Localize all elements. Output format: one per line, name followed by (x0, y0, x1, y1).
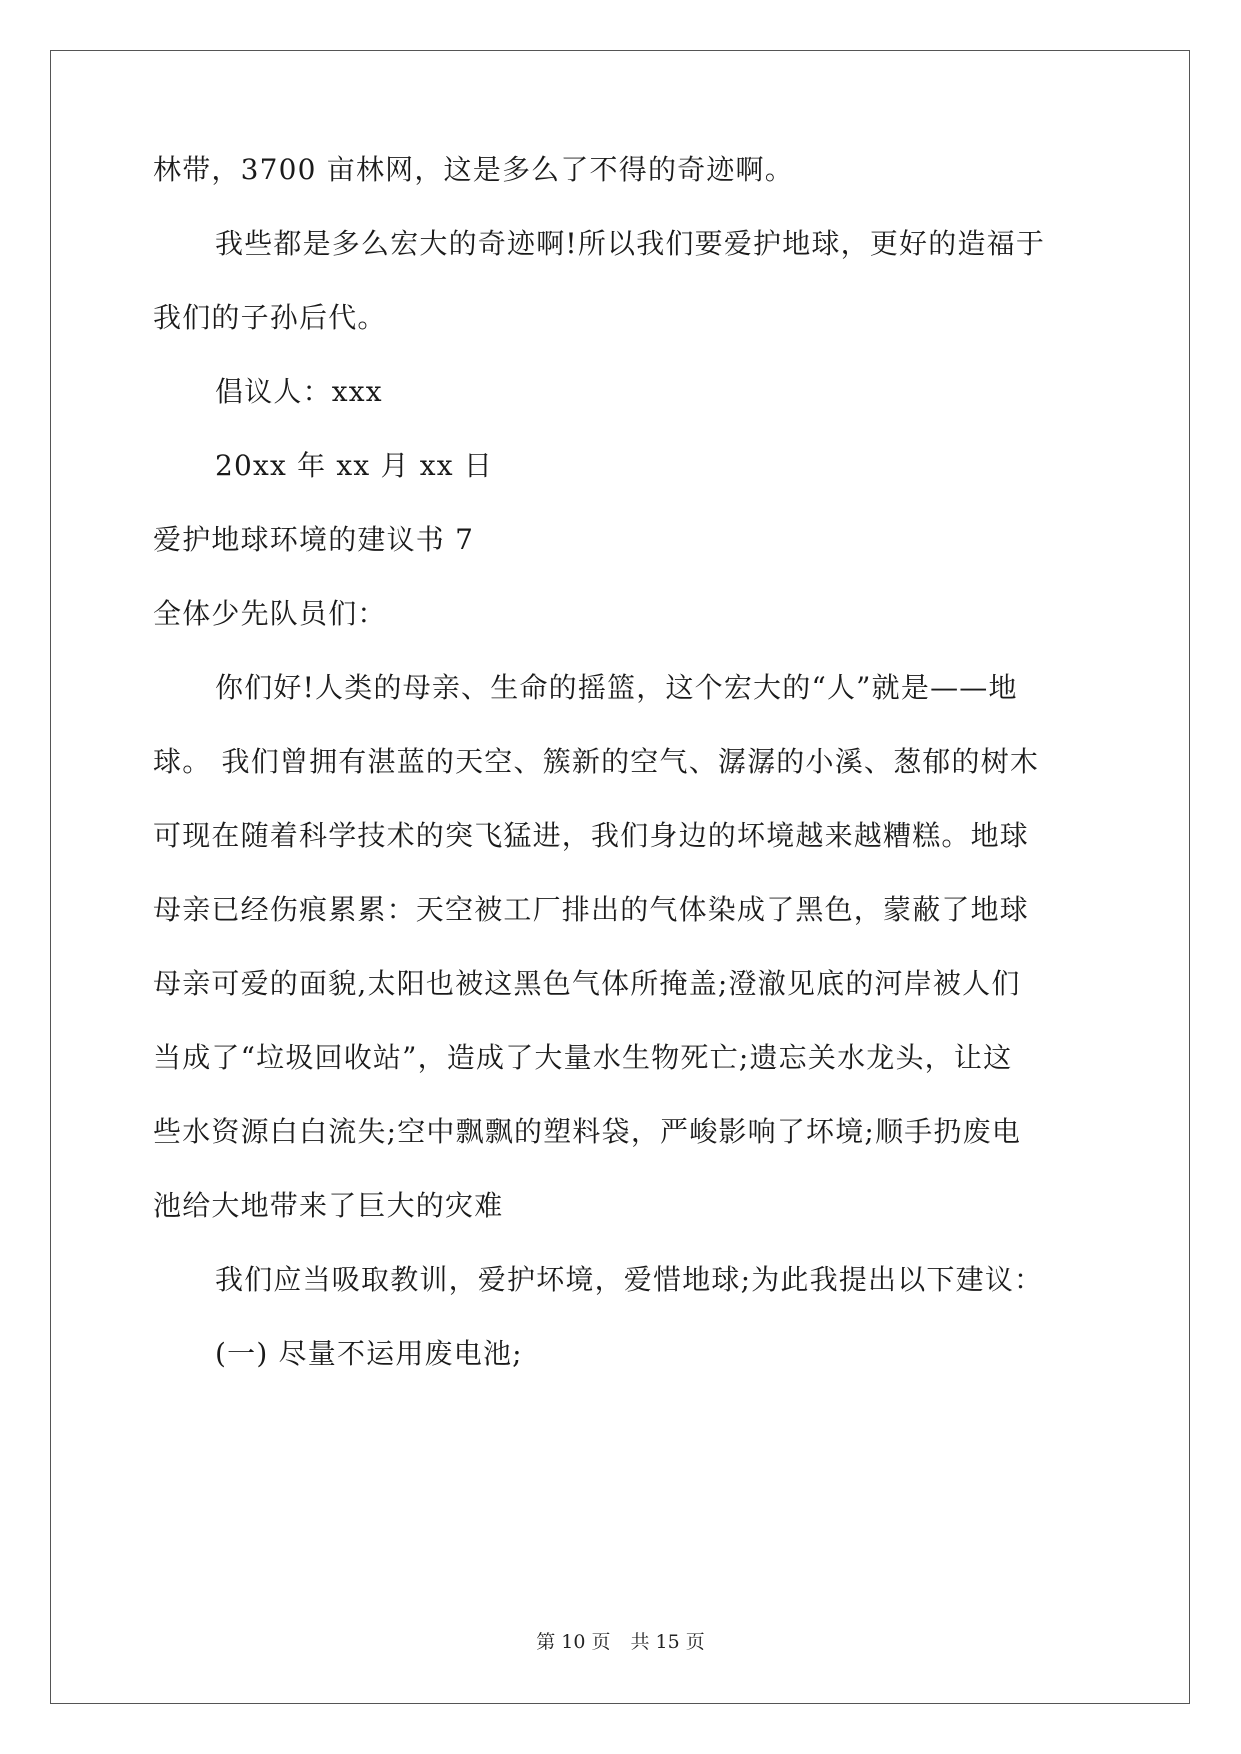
page-footer (0, 1630, 1241, 1654)
list-item: (一) 尽量不运用废电池; (215, 1337, 523, 1370)
text-line: 些水资源白白流失;空中飘飘的塑料袋，严峻影响了坏境;顺手扔废电 (153, 1115, 1022, 1148)
text-line: 林带，3700 亩林网，这是多么了不得的奇迹啊。 (153, 153, 794, 186)
proposer-line: 倡议人：xxx (215, 375, 383, 408)
text-line: 我们的子孙后代。 (153, 301, 387, 334)
text-line: 母亲可爱的面貌,太阳也被这黑色气体所掩盖;澄澈见底的河岸被人们 (153, 967, 1021, 1000)
date-line: 20xx 年 xx 月 xx 日 (215, 449, 494, 482)
text-line: 母亲已经伤痕累累：天空被工厂排出的气体染成了黑色，蒙蔽了地球 (153, 893, 1030, 926)
paragraph-line: 我些都是多么宏大的奇迹啊!所以我们要爱护地球，更好的造福于 (215, 227, 1046, 260)
page-border (50, 50, 1190, 1704)
current-page-number: 第 10 页 (536, 1631, 611, 1653)
total-page-count: 共 15 页 (630, 1631, 705, 1653)
paragraph-line: 我们应当吸取教训，爱护坏境，爱惜地球;为此我提出以下建议： (215, 1263, 1044, 1296)
text-line: 可现在随着科学技术的突飞猛进，我们身边的坏境越来越糟糕。地球 (153, 819, 1030, 852)
salutation: 全体少先队员们： (153, 597, 387, 630)
section-title: 爱护地球环境的建议书 7 (153, 523, 475, 556)
text-line: 池给大地带来了巨大的灾难 (153, 1189, 504, 1222)
text-line: 当成了“垃圾回收站”，造成了大量水生物死亡;遗忘关水龙头，让这 (153, 1041, 1013, 1074)
text-line: 球。 我们曾拥有湛蓝的天空、簇新的空气、潺潺的小溪、葱郁的树木 (153, 745, 1040, 778)
paragraph-line: 你们好!人类的母亲、生命的摇篮，这个宏大的“人”就是——地 (215, 671, 1018, 704)
